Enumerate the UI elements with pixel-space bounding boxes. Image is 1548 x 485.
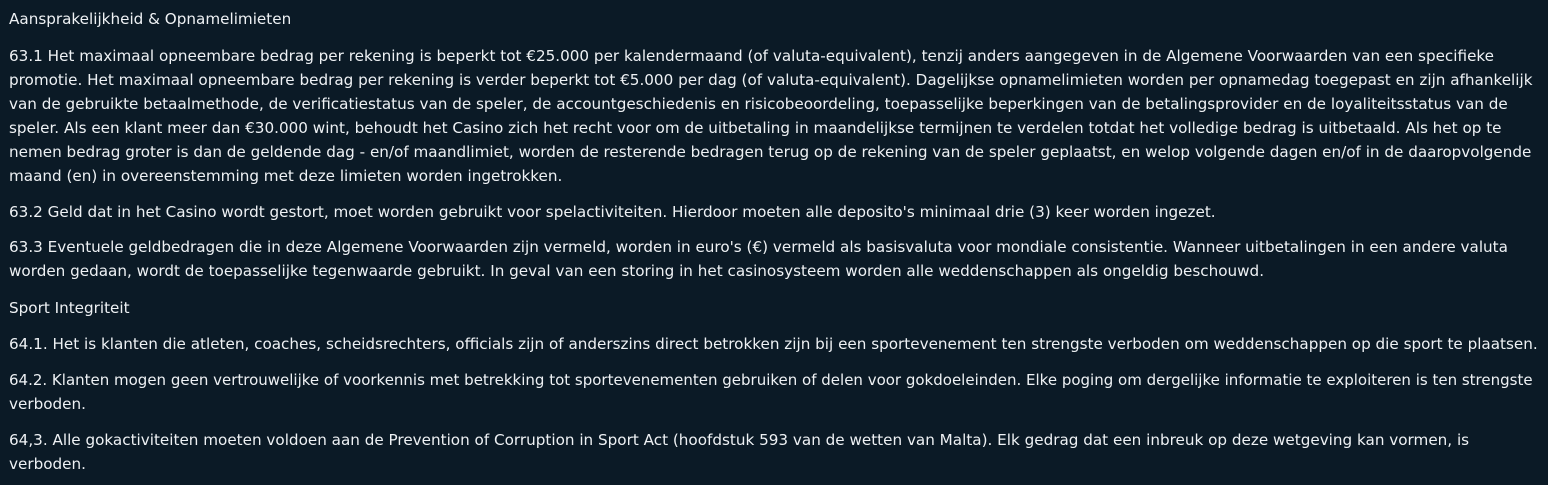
clause-line: 64.1. Het is klanten die atleten, coaches, scheidsrechters, officials zijn of anderszins direct betrokken zijn bij een sportevenement ten strengste verboden om weddenschappen op die sport te plaatsen.: [9, 335, 1538, 353]
clause-line: promotie. Het maximaal opneembare bedrag per rekening is verder beperkt tot €5.000 per dag (of valuta-equivalent). Dagelijkse opnamelimieten worden per opnamedag toegepast en zijn afhankelijk: [9, 71, 1533, 89]
clause-line: nemen bedrag groter is dan de geldende dag - en/of maandlimiet, worden de resterende bedragen terug op de rekening van de speler geplaatst, en welop volgende dagen en/of in de daaropvolgende: [9, 143, 1532, 161]
clause-64-2: [9, 368, 1539, 416]
clause-64-1: [9, 332, 1539, 356]
clause-line: 63.1 Het maximaal opneembare bedrag per rekening is beperkt tot €25.000 per kalendermaand (of valuta-equivalent), tenzij anders aangegeven in de Algemene Voorwaarden van een specifieke: [9, 47, 1495, 65]
clause-line: 63.3 Eventuele geldbedragen die in deze Algemene Voorwaarden zijn vermeld, worden in euro's (€) vermeld als basisvaluta voor mondiale consistentie. Wanneer uitbetalingen in een andere valuta: [9, 238, 1508, 256]
clause-line: worden gedaan, wordt de toepasselijke tegenwaarde gebruikt. In geval van een storing in het casinosysteem worden alle weddenschappen als ongeldig beschouwd.: [9, 262, 1265, 280]
clause-63-3: [9, 235, 1539, 283]
clause-line: verboden.: [9, 395, 86, 413]
clause-line: van de gebruikte betaalmethode, de verificatiestatus van de speler, de accountgeschiedenis en risicobeoordeling, toepasselijke beperkingen van de betalingsprovider en de loyaliteitsstatus van de: [9, 95, 1508, 113]
clause-line: 64,3. Alle gokactiviteiten moeten voldoen aan de Prevention of Corruption in Sport Act (hoofdstuk 593 van de wetten van Malta). Elk gedrag dat een inbreuk op deze wetgeving kan vormen, is: [9, 431, 1470, 449]
clause-64-3: [9, 428, 1539, 476]
clause-line: 63.2 Geld dat in het Casino wordt gestort, moet worden gebruikt voor spelactiviteiten. Hierdoor moeten alle deposito's minimaal drie (3) keer worden ingezet.: [9, 203, 1216, 221]
section-title-liability: Aansprakelijkheid & Opnamelimieten: [9, 10, 292, 28]
clause-63-1: [9, 44, 1539, 188]
clause-line: 64.2. Klanten mogen geen vertrouwelijke of voorkennis met betrekking tot sportevenementen gebruiken of delen voor gokdoeleinden. Elke poging om dergelijke informatie te exploiteren is ten strengste: [9, 371, 1533, 389]
clause-63-2: [9, 200, 1539, 224]
clause-line: speler. Als een klant meer dan €30.000 wint, behoudt het Casino zich het recht voor om de uitbetaling in maandelijkse termijnen te verdelen totdat het volledige bedrag is uitbetaald. Als het op te: [9, 119, 1502, 137]
clause-line: maand (en) in overeenstemming met deze limieten worden ingetrokken.: [9, 167, 563, 185]
clause-line: verboden.: [9, 455, 86, 473]
section-title-sport-integrity: Sport Integriteit: [9, 299, 130, 317]
